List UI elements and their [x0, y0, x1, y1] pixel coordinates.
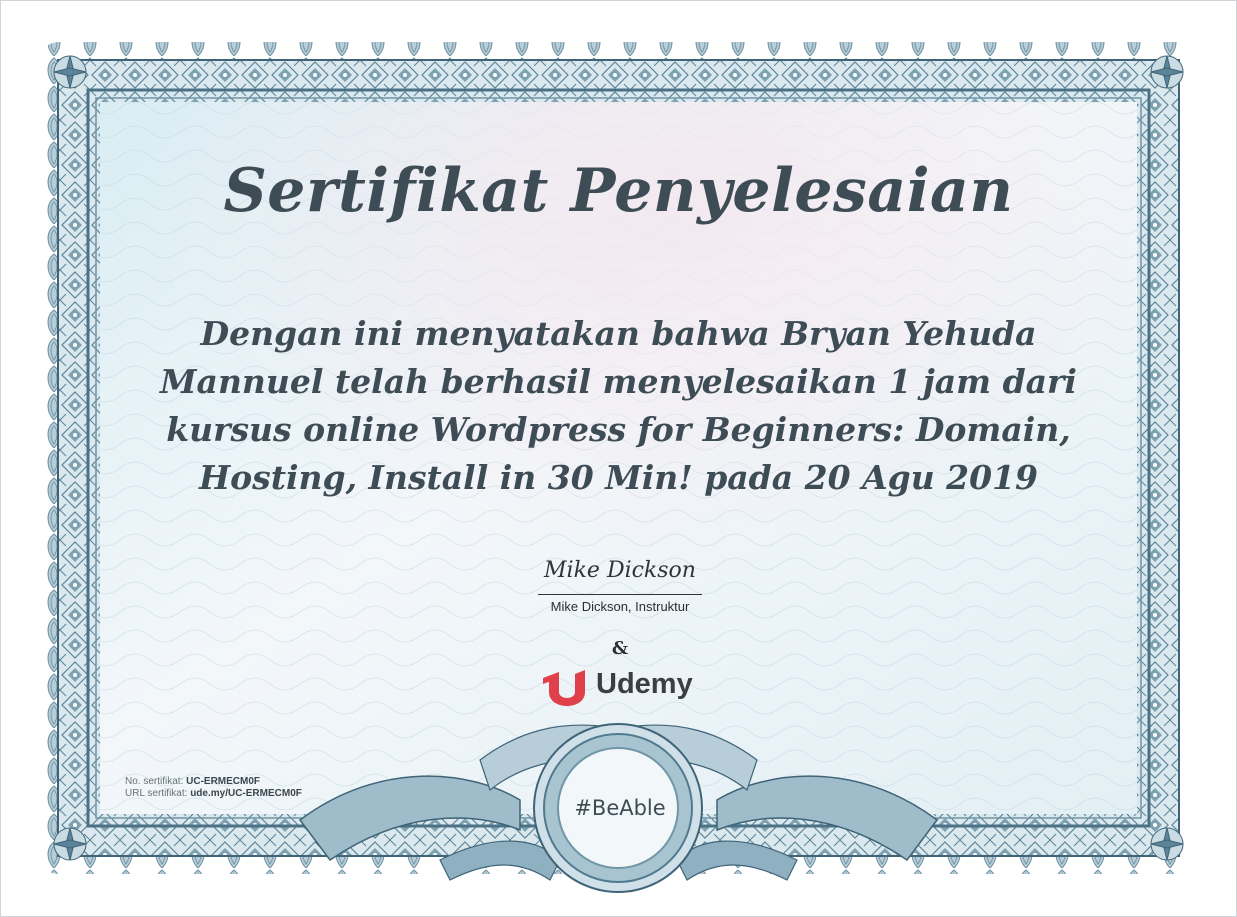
certificate-url[interactable]: ude.my/UC-ERMECM0F: [190, 788, 302, 799]
signature-line: [538, 594, 702, 595]
certificate-number: UC-ERMECM0F: [186, 776, 261, 787]
statement-line: Hosting, Install in 30 Min! pada 20 Agu 2019: [198, 458, 1039, 497]
udemy-u-icon: [541, 664, 593, 708]
statement-line: Dengan ini menyatakan bahwa Bryan Yehuda: [200, 314, 1037, 353]
statement-line: kursus online Wordpress for Beginners: Domain,: [166, 410, 1071, 449]
statement-line: Mannuel telah berhasil menyelesaikan 1 jam dari: [160, 362, 1077, 401]
instructor-signature: Mike Dickson: [544, 558, 696, 583]
badge-text: #BeAble: [574, 796, 666, 820]
ampersand: &: [611, 638, 629, 659]
certificate-number-label: No. sertifikat:: [125, 776, 184, 787]
certificate-url-label: URL sertifikat:: [125, 788, 188, 799]
certificate-number-row: [125, 776, 302, 788]
instructor-caption: Mike Dickson, Instruktur: [550, 599, 690, 614]
brand-name: Udemy: [596, 668, 693, 700]
certificate-statement: [125, 310, 1112, 502]
certificate-info: [125, 776, 302, 800]
certificate-url-row: [125, 788, 302, 800]
certificate-title: Sertifikat Penyelesaian: [223, 156, 1014, 226]
udemy-logo: [541, 664, 701, 708]
